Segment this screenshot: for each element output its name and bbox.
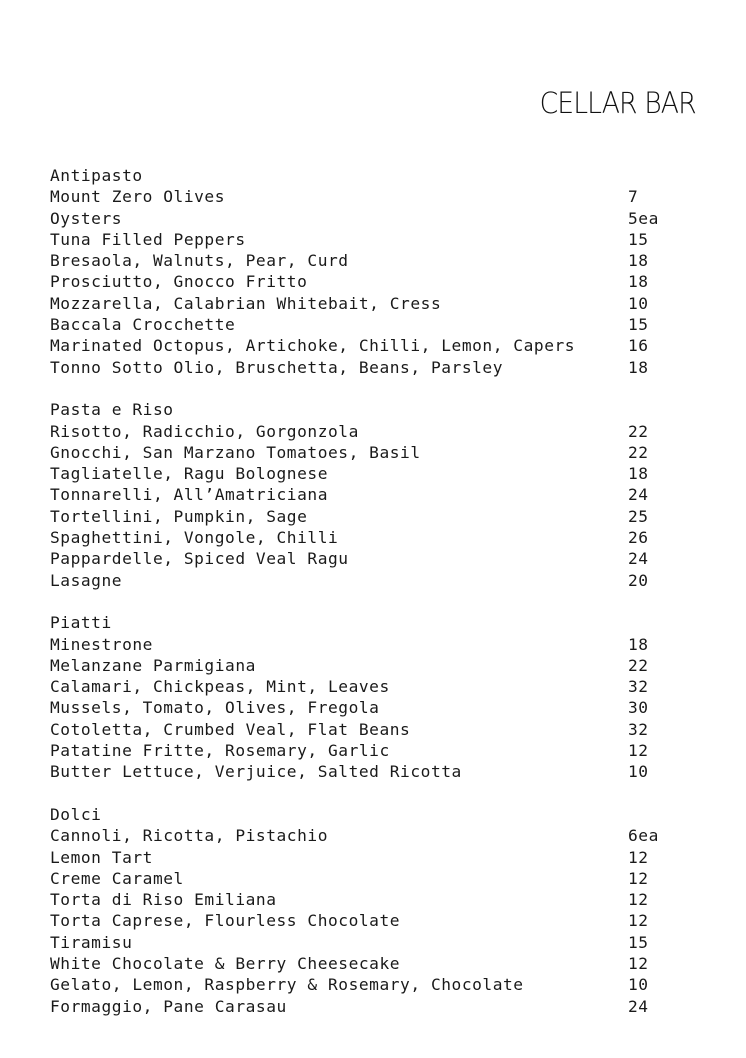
section-dolci xyxy=(50,804,690,1017)
menu-item xyxy=(50,186,690,207)
menu-item xyxy=(50,314,690,335)
item-price: 5ea xyxy=(628,208,659,228)
item-price: 6ea xyxy=(628,826,659,846)
menu-item xyxy=(50,719,690,740)
item-name: Marinated Octopus, Artichoke, Chilli, Lemon, Capers xyxy=(50,336,576,356)
item-price: 12 xyxy=(628,847,649,867)
item-name: Melanzane Parmigiana xyxy=(50,655,256,675)
menu-item xyxy=(50,697,690,718)
item-name: Baccala Crocchette xyxy=(50,315,236,335)
item-price: 18 xyxy=(628,464,649,484)
item-price: 26 xyxy=(628,528,649,548)
item-name: Mount Zero Olives xyxy=(50,187,226,207)
item-name: Patatine Fritte, Rosemary, Garlic xyxy=(50,741,390,761)
item-name: Calamari, Chickpeas, Mint, Leaves xyxy=(50,677,390,697)
menu-item xyxy=(50,506,690,527)
item-price: 12 xyxy=(628,911,649,931)
item-price: 12 xyxy=(628,868,649,888)
item-name: Spaghettini, Vongole, Chilli xyxy=(50,528,339,548)
item-name: White Chocolate & Berry Cheesecake xyxy=(50,953,401,973)
item-price: 18 xyxy=(628,272,649,292)
item-name: Tortellini, Pumpkin, Sage xyxy=(50,506,308,526)
menu-item xyxy=(50,974,690,995)
item-price: 10 xyxy=(628,975,649,995)
item-price: 24 xyxy=(628,485,649,505)
item-name: Tiramisu xyxy=(50,932,133,952)
item-price: 22 xyxy=(628,655,649,675)
item-price: 15 xyxy=(628,315,649,335)
menu-item xyxy=(50,421,690,442)
item-price: 18 xyxy=(628,251,649,271)
item-price: 24 xyxy=(628,549,649,569)
item-name: Torta Caprese, Flourless Chocolate xyxy=(50,911,401,931)
item-name: Torta di Riso Emiliana xyxy=(50,890,277,910)
item-name: Gelato, Lemon, Raspberry & Rosemary, Chocolate xyxy=(50,975,524,995)
item-name: Butter Lettuce, Verjuice, Salted Ricotta xyxy=(50,762,462,782)
item-name: Creme Caramel xyxy=(50,868,184,888)
menu-item xyxy=(50,229,690,250)
item-price: 12 xyxy=(628,741,649,761)
item-name: Cotoletta, Crumbed Veal, Flat Beans xyxy=(50,719,411,739)
menu-item xyxy=(50,655,690,676)
item-price: 12 xyxy=(628,953,649,973)
menu-item xyxy=(50,442,690,463)
menu-item xyxy=(50,847,690,868)
section-title: Dolci xyxy=(50,804,102,824)
item-name: Oysters xyxy=(50,208,123,228)
item-name: Tonnarelli, All’Amatriciana xyxy=(50,485,328,505)
item-price: 12 xyxy=(628,890,649,910)
menu-item xyxy=(50,250,690,271)
item-name: Risotto, Radicchio, Gorgonzola xyxy=(50,421,359,441)
section-title: Pasta e Riso xyxy=(50,400,174,420)
menu-item xyxy=(50,868,690,889)
menu-item xyxy=(50,335,690,356)
item-name: Lemon Tart xyxy=(50,847,153,867)
item-name: Gnocchi, San Marzano Tomatoes, Basil xyxy=(50,442,421,462)
section-pasta-e-riso xyxy=(50,399,690,591)
item-name: Cannoli, Ricotta, Pistachio xyxy=(50,826,328,846)
menu-item xyxy=(50,208,690,229)
item-name: Mussels, Tomato, Olives, Fregola xyxy=(50,698,380,718)
menu-item xyxy=(50,484,690,505)
item-price: 18 xyxy=(628,357,649,377)
item-name: Mozzarella, Calabrian Whitebait, Cress xyxy=(50,293,442,313)
item-price: 7 xyxy=(628,187,639,207)
item-name: Prosciutto, Gnocco Fritto xyxy=(50,272,308,292)
item-name: Tagliatelle, Ragu Bolognese xyxy=(50,464,328,484)
cellar-bar-logo: CELLAR BAR xyxy=(539,86,696,120)
menu-item xyxy=(50,910,690,931)
menu-item xyxy=(50,761,690,782)
item-price: 30 xyxy=(628,698,649,718)
section-antipasto xyxy=(50,165,690,378)
item-price: 22 xyxy=(628,421,649,441)
menu-item xyxy=(50,527,690,548)
menu-item xyxy=(50,463,690,484)
menu-item xyxy=(50,953,690,974)
item-price: 24 xyxy=(628,996,649,1016)
item-name: Tonno Sotto Olio, Bruschetta, Beans, Parsley xyxy=(50,357,504,377)
menu-list xyxy=(50,165,690,1038)
menu-item xyxy=(50,889,690,910)
menu-item xyxy=(50,293,690,314)
menu-item xyxy=(50,676,690,697)
section-piatti xyxy=(50,612,690,782)
item-name: Bresaola, Walnuts, Pear, Curd xyxy=(50,251,349,271)
item-price: 22 xyxy=(628,442,649,462)
item-name: Minestrone xyxy=(50,634,153,654)
section-title: Piatti xyxy=(50,613,112,633)
menu-item xyxy=(50,570,690,591)
item-price: 32 xyxy=(628,677,649,697)
menu-item xyxy=(50,932,690,953)
item-name: Formaggio, Pane Carasau xyxy=(50,996,287,1016)
item-price: 10 xyxy=(628,293,649,313)
item-price: 20 xyxy=(628,570,649,590)
section-title: Antipasto xyxy=(50,166,143,185)
item-price: 25 xyxy=(628,506,649,526)
item-price: 16 xyxy=(628,336,649,356)
item-price: 18 xyxy=(628,634,649,654)
menu-item xyxy=(50,548,690,569)
menu-item xyxy=(50,634,690,655)
menu-item xyxy=(50,271,690,292)
item-name: Pappardelle, Spiced Veal Ragu xyxy=(50,549,349,569)
item-price: 15 xyxy=(628,229,649,249)
item-price: 15 xyxy=(628,932,649,952)
menu-item xyxy=(50,996,690,1017)
item-price: 10 xyxy=(628,762,649,782)
item-name: Tuna Filled Peppers xyxy=(50,229,246,249)
menu-item xyxy=(50,357,690,378)
item-price: 32 xyxy=(628,719,649,739)
item-name: Lasagne xyxy=(50,570,123,590)
menu-item xyxy=(50,825,690,846)
menu-item xyxy=(50,740,690,761)
